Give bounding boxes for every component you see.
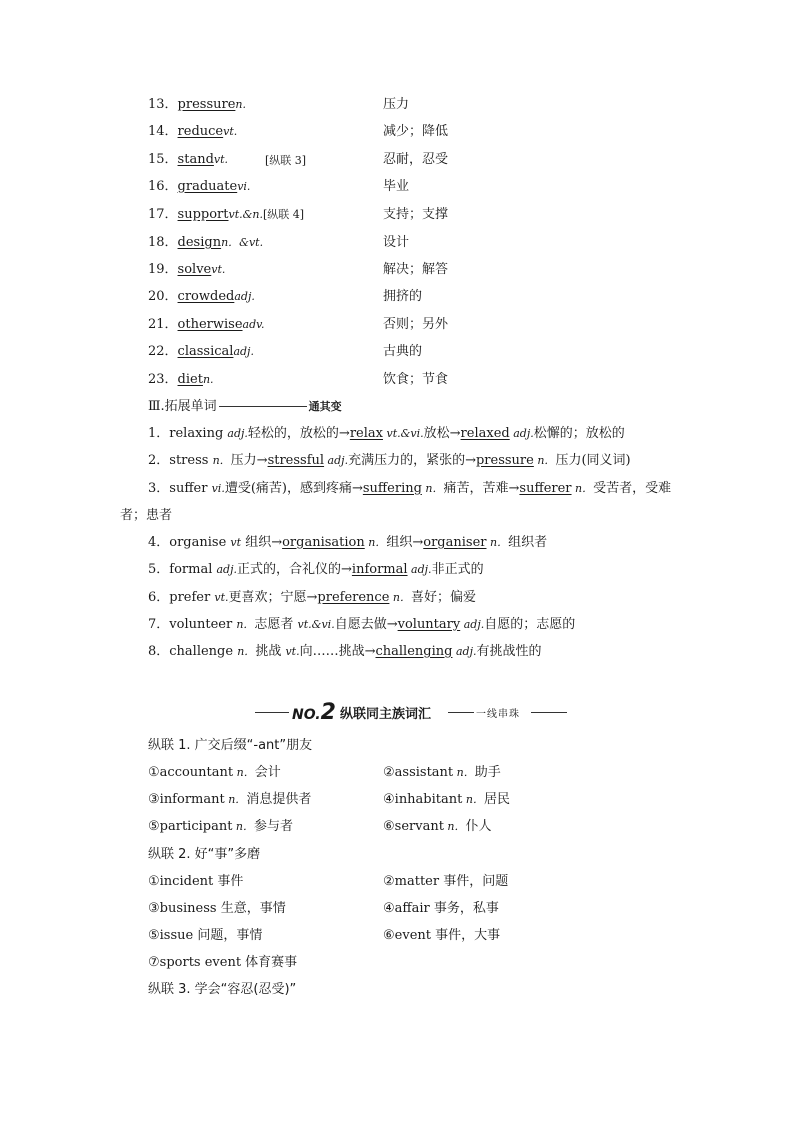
group-item: ④inhabitant n．居民: [383, 792, 510, 807]
banner-title: 纵联同主族词汇: [340, 707, 432, 722]
banner-subtitle: 一线串珠: [476, 709, 520, 720]
group-title: 纵联 3. 学会“容忍(忍受)”: [148, 982, 297, 997]
group-title: 纵联 1. 广交后缀“-ant”朋友: [148, 738, 313, 753]
vocab-meaning: 减少；降低: [383, 124, 449, 139]
group-item: ②matter 事件，问题: [383, 874, 509, 889]
group-item: ⑤issue 问题，事情: [148, 928, 263, 943]
expand-item: 7．volunteer n．志愿者 vt.&vi.自愿去做→voluntary adj.自愿的；志愿的: [148, 617, 576, 632]
vocab-meaning: 压力: [383, 97, 410, 112]
vocab-item: 23．dietn.: [148, 372, 214, 387]
vocab-meaning: 否则；另外: [383, 317, 449, 332]
expand-item: 2．stress n．压力→stressful adj.充满压力的，紧张的→pressure n．压力(同义词): [148, 453, 631, 468]
section-banner: [0, 700, 794, 724]
vocab-item: 22．classicaladj.: [148, 344, 254, 359]
vocab-meaning: 饮食；节食: [383, 372, 449, 387]
group-item: ⑥event 事件，大事: [383, 928, 501, 943]
vocab-meaning: 设计: [383, 235, 410, 250]
vocab-item: 18．designn．&vt.: [148, 235, 264, 250]
heading-rule: [219, 406, 307, 407]
vocab-item: 19．solvevt.: [148, 262, 226, 277]
vocab-item: 14．reducevt.: [148, 124, 238, 139]
banner-rule-right: [531, 712, 567, 713]
vocab-item: 16．graduatevi.: [148, 179, 251, 194]
expand-item: 6．prefer vt.更喜欢；宁愿→preference n．喜好；偏爱: [148, 590, 477, 605]
vocab-tag: [纵联 4]: [263, 208, 305, 221]
group-item: ⑥servant n．仆人: [383, 819, 492, 834]
expand-item-continuation: 者；患者: [120, 508, 173, 523]
group-item: ②assistant n．助手: [383, 765, 501, 780]
group-item: ③informant n．消息提供者: [148, 792, 312, 807]
banner-number: NO.2: [292, 700, 336, 725]
vocab-item: 20．crowdedadj.: [148, 289, 255, 304]
vocab-meaning: 支持；支撑: [383, 207, 449, 222]
banner-rule-mid: [448, 712, 474, 713]
vocab-meaning: 拥挤的: [383, 289, 423, 304]
section-heading: Ⅲ.拓展单词 通其变: [148, 399, 342, 414]
group-item: ⑤participant n．参与者: [148, 819, 294, 834]
vocab-meaning: 解决；解答: [383, 262, 449, 277]
banner-rule-left: [255, 712, 289, 713]
vocab-tag: [纵联 3]: [265, 154, 307, 167]
expand-item: 3．suffer vi.遭受(痛苦)，感到疼痛→suffering n．痛苦，苦难→sufferer n．受苦者，受难: [148, 481, 672, 496]
vocab-meaning: 毕业: [383, 179, 410, 194]
group-item: ①incident 事件: [148, 874, 244, 889]
group-item: ③business 生意，事情: [148, 901, 286, 916]
group-title: 纵联 2. 好“事”多磨: [148, 847, 261, 862]
vocab-meaning: 古典的: [383, 344, 423, 359]
group-item: ⑦sports event 体育赛事: [148, 955, 298, 970]
expand-item: 4．organise vt 组织→organisation n．组织→organiser n．组织者: [148, 535, 548, 550]
vocab-item: 15．standvt.: [148, 152, 229, 167]
expand-item: 8．challenge n．挑战 vt.向……挑战→challenging adj.有挑战性的: [148, 644, 542, 659]
vocab-item: 17．supportvt.&n.[纵联 4]: [148, 207, 305, 222]
vocab-item: 21．otherwiseadv.: [148, 317, 265, 332]
group-item: ④affair 事务，私事: [383, 901, 499, 916]
vocab-meaning: 忍耐，忍受: [383, 152, 449, 167]
expand-item: 1．relaxing adj.轻松的，放松的→relax vt.&vi.放松→relaxed adj.松懈的；放松的: [148, 426, 625, 441]
expand-item: 5．formal adj.正式的，合礼仪的→informal adj.非正式的: [148, 562, 484, 577]
group-item: ①accountant n．会计: [148, 765, 281, 780]
vocab-item: 13．pressuren.: [148, 97, 246, 112]
